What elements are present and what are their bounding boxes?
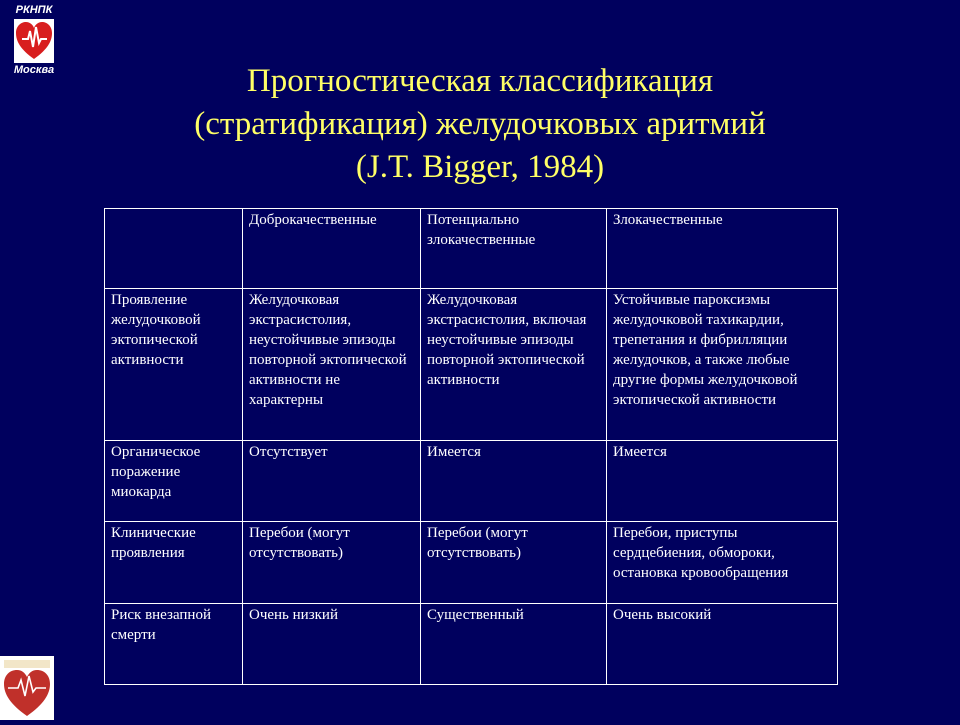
- title-line-2: (стратификация) желудочковых аритмий: [194, 106, 766, 142]
- table-cell: Перебои (могут отсутствовать): [243, 522, 421, 604]
- table-cell: Имеется: [607, 441, 838, 522]
- slide-title: [100, 60, 860, 189]
- table-cell: Очень низкий: [243, 604, 421, 685]
- table-cell: Отсутствует: [243, 441, 421, 522]
- header-cell-benign: Доброкачественные: [243, 209, 421, 289]
- table-cell: Перебои, приступы сердцебиения, обмороки, остановка кровообращения: [607, 522, 838, 604]
- table-cell: Имеется: [421, 441, 607, 522]
- row-label: Проявление желудочковой эктопической активности: [105, 289, 243, 441]
- classification-table: [104, 208, 838, 685]
- table-cell: Устойчивые пароксизмы желудочковой тахикардии, трепетания и фибрилляции желудочков, а также любые другие формы желудочковой эктопической активности: [607, 289, 838, 441]
- row-label: Клинические проявления: [105, 522, 243, 604]
- row-label: Риск внезапной смерти: [105, 604, 243, 685]
- logo-label-top: РКНПК: [15, 4, 53, 16]
- table-row: [105, 441, 838, 522]
- table-cell: Очень высокий: [607, 604, 838, 685]
- logo-label-bottom: Москва: [13, 64, 55, 76]
- society-emblem-icon: [0, 656, 54, 720]
- title-line-1: Прогностическая классификация: [246, 63, 714, 99]
- table-cell: Желудочковая экстрасистолия, неустойчивые эпизоды повторной эктопической активности не характерны: [243, 289, 421, 441]
- society-logo: [0, 656, 54, 720]
- table-cell: Существенный: [421, 604, 607, 685]
- table-row: [105, 522, 838, 604]
- heart-logo-icon: [14, 19, 54, 63]
- table-cell: Желудочковая экстрасистолия, включая неустойчивые эпизоды повторной эктопической активности: [421, 289, 607, 441]
- header-cell-potentially-malignant: Потенциально злокачественные: [421, 209, 607, 289]
- rknpk-logo: [6, 4, 62, 78]
- table-header-row: [105, 209, 838, 289]
- header-cell-malignant: Злокачественные: [607, 209, 838, 289]
- title-line-3: (J.T. Bigger, 1984): [355, 149, 605, 185]
- header-cell-empty: [105, 209, 243, 289]
- row-label: Органическое поражение миокарда: [105, 441, 243, 522]
- table-row: [105, 604, 838, 685]
- table-row: [105, 289, 838, 441]
- table-cell: Перебои (могут отсутствовать): [421, 522, 607, 604]
